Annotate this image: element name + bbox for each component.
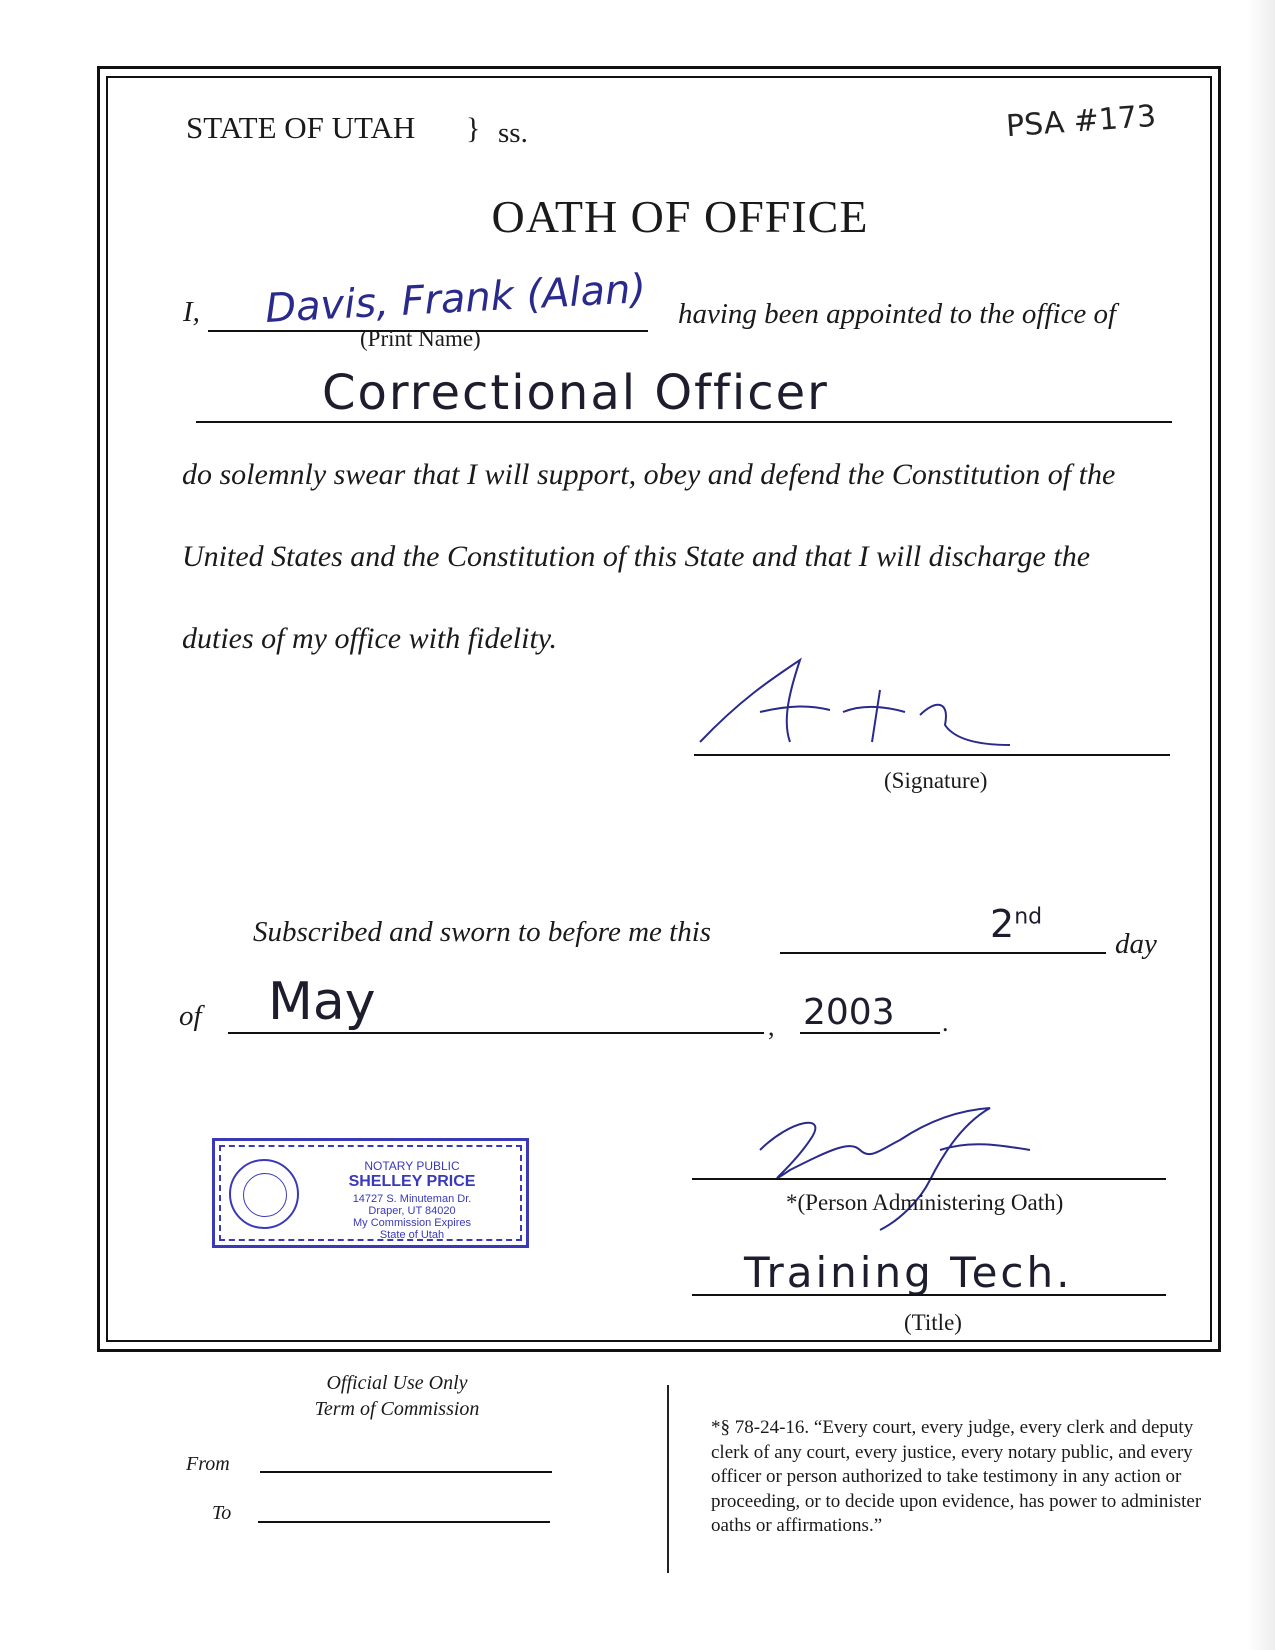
print-name-label: (Print Name) xyxy=(360,326,481,351)
year-line xyxy=(800,1032,940,1034)
day-line xyxy=(780,952,1106,954)
office-value: Correctional Officer xyxy=(322,365,829,421)
official-use-label: Official Use Only xyxy=(326,1372,468,1394)
state-brace: } xyxy=(466,112,481,145)
administrator-label: *(Person Administering Oath) xyxy=(786,1190,1064,1215)
term-of-commission-label: Term of Commission xyxy=(314,1398,480,1420)
officer-signature xyxy=(700,660,1010,745)
day-suffix: nd xyxy=(1014,904,1043,930)
appointed-text: having been appointed to the office of xyxy=(678,298,1117,330)
notary-public-label: NOTARY PUBLIC xyxy=(364,1159,460,1173)
signature-label: (Signature) xyxy=(884,768,988,793)
state-seal-icon xyxy=(229,1159,299,1229)
day-number: 2 xyxy=(990,902,1015,946)
day-label: day xyxy=(1115,928,1157,960)
from-label: From xyxy=(186,1453,230,1475)
oath-line-3: duties of my office with fidelity. xyxy=(182,622,557,655)
administrator-line xyxy=(692,1178,1166,1180)
notary-stamp xyxy=(212,1138,529,1248)
i-label: I, xyxy=(183,296,200,328)
month-line xyxy=(228,1032,764,1034)
notary-commission: My Commission Expires xyxy=(353,1217,471,1229)
subscribed-text: Subscribed and sworn to before me this xyxy=(253,916,712,948)
of-label: of xyxy=(179,1000,202,1032)
statute-text: *§ 78-24-16. “Every court, every judge, every clerk and deputy clerk of any court, every justice, every notary public, and every officer or person authorized to take testimony in any action or proceeding, or to decide upon evidence, has power to administer oaths or affirmations.” xyxy=(711,1417,1202,1536)
from-line[interactable] xyxy=(260,1471,552,1473)
footer-divider xyxy=(667,1385,669,1573)
month-value: May xyxy=(268,972,376,1032)
print-name-value: Davis, Frank (Alan) xyxy=(264,266,648,332)
day-value xyxy=(990,902,1042,946)
date-period: . xyxy=(942,1008,949,1037)
oath-line-1: do solemnly swear that I will support, obey and defend the Constitution of the xyxy=(182,458,1116,491)
notary-city: Draper, UT 84020 xyxy=(368,1205,456,1217)
to-label: To xyxy=(212,1502,232,1524)
psa-annotation: PSA #173 xyxy=(1004,98,1158,145)
title-label: (Title) xyxy=(904,1310,962,1335)
notary-name: SHELLEY PRICE xyxy=(348,1173,476,1190)
state-heading: STATE OF UTAH xyxy=(186,110,416,145)
year-value: 2003 xyxy=(803,992,895,1033)
ss-label: ss. xyxy=(498,117,528,149)
signature-line xyxy=(694,754,1170,756)
date-comma: , xyxy=(768,1012,775,1041)
page-title: OATH OF OFFICE xyxy=(491,191,869,242)
title-line xyxy=(692,1294,1166,1296)
oath-line-2: United States and the Constitution of this State and that I will discharge the xyxy=(182,540,1091,573)
notary-address: 14727 S. Minuteman Dr. xyxy=(352,1193,472,1205)
administrator-title-value: Training Tech. xyxy=(744,1248,1073,1297)
notary-state: State of Utah xyxy=(379,1229,445,1241)
to-line[interactable] xyxy=(258,1521,550,1523)
